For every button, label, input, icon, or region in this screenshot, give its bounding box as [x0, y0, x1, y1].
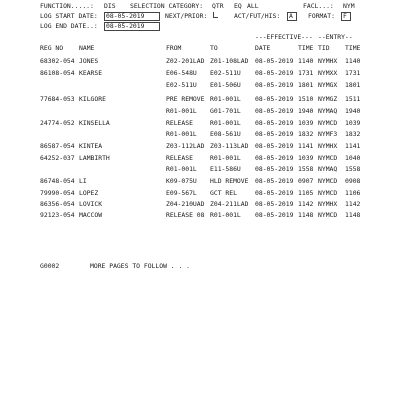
row-name: KILGORE: [79, 95, 106, 103]
row-to: HLD REMOVE: [210, 177, 249, 185]
row-entry-time: 1142: [345, 200, 361, 208]
row-from: RELEASE: [166, 119, 193, 127]
row-date: 08-05-2019: [255, 200, 294, 208]
log-start-date-label: LOG START DATE:: [40, 12, 98, 20]
entry-group-header: --ENTRY--: [318, 33, 353, 41]
row-from: K09-075U: [166, 177, 197, 185]
row-tid: NYMGZ: [318, 95, 338, 103]
row-from: R01-001L: [166, 130, 197, 138]
row-date: 08-05-2019: [255, 130, 294, 138]
log-start-date-field[interactable]: 08-05-2019: [104, 12, 160, 21]
row-to: G01-701L: [210, 107, 241, 115]
selection-category-label: SELECTION CATEGORY:: [130, 2, 204, 10]
row-tid: NYMHX: [318, 57, 338, 65]
row-name: KINSELLA: [79, 119, 110, 127]
row-from: E02-511U: [166, 81, 197, 89]
row-tid: NYMGX: [318, 81, 338, 89]
row-name: LOVICK: [79, 200, 103, 208]
row-date: 08-05-2019: [255, 211, 294, 219]
row-time: 1940: [298, 107, 314, 115]
row-from: R01-001L: [166, 107, 197, 115]
row-time: 1140: [298, 57, 314, 65]
row-reg-no: 86748-054: [40, 177, 75, 185]
function-field[interactable]: DIS: [104, 2, 116, 10]
row-date: 08-05-2019: [255, 154, 294, 162]
row-time: 1801: [298, 81, 314, 89]
row-tid: NYMXX: [318, 69, 338, 77]
row-tid: NYMCD: [318, 177, 338, 185]
message-code: G0002: [40, 262, 60, 270]
more-pages-message: MORE PAGES TO FOLLOW . . .: [90, 262, 191, 270]
row-date: 08-05-2019: [255, 81, 294, 89]
col-to: TO: [210, 44, 218, 52]
row-to: R01-001L: [210, 95, 241, 103]
facility-label: FACL...:: [303, 2, 334, 10]
row-entry-time: 1511: [345, 95, 361, 103]
act-fut-his-label: ACT/FUT/HIS:: [234, 12, 281, 20]
row-to: R01-001L: [210, 119, 241, 127]
row-reg-no: 86356-054: [40, 200, 75, 208]
row-from: Z02-201LAD: [166, 57, 205, 65]
row-to: GCT REL: [210, 189, 237, 197]
row-date: 08-05-2019: [255, 69, 294, 77]
row-tid: NYMF3: [318, 130, 338, 138]
row-reg-no: 68302-054: [40, 57, 75, 65]
row-from: RELEASE: [166, 154, 193, 162]
col-time: TIME: [298, 44, 314, 52]
row-date: 08-05-2019: [255, 165, 294, 173]
row-from: E06-548U: [166, 69, 197, 77]
row-reg-no: 79990-054: [40, 189, 75, 197]
row-tid: NYMCD: [318, 211, 338, 219]
row-entry-time: 1801: [345, 81, 361, 89]
next-prior-field[interactable]: [213, 12, 218, 18]
row-time: 1731: [298, 69, 314, 77]
act-fut-his-field[interactable]: A: [287, 12, 297, 21]
row-from: PRE REMOVE: [166, 95, 205, 103]
row-from: Z03-112LAD: [166, 142, 205, 150]
row-reg-no: 77684-053: [40, 95, 75, 103]
row-name: KINTEA: [79, 142, 103, 150]
row-time: 1142: [298, 200, 314, 208]
format-label: FORMAT:: [308, 12, 335, 20]
row-date: 08-05-2019: [255, 95, 294, 103]
row-tid: NYMCD: [318, 154, 338, 162]
row-to: E11-586U: [210, 165, 241, 173]
format-field[interactable]: F: [341, 12, 351, 21]
row-from: Z04-210UAD: [166, 200, 205, 208]
row-to: Z04-211LAD: [210, 200, 249, 208]
row-from: R01-001L: [166, 165, 197, 173]
row-reg-no: 86587-054: [40, 142, 75, 150]
selection-field-3[interactable]: ALL: [247, 2, 259, 10]
row-time: 1039: [298, 119, 314, 127]
row-entry-time: 1039: [345, 119, 361, 127]
effective-group-header: ---EFFECTIVE---: [255, 33, 313, 41]
row-date: 08-05-2019: [255, 57, 294, 65]
row-to: E01-506U: [210, 81, 241, 89]
row-tid: NYMAQ: [318, 107, 338, 115]
row-reg-no: 24774-052: [40, 119, 75, 127]
row-time: 0907: [298, 177, 314, 185]
row-date: 08-05-2019: [255, 177, 294, 185]
row-entry-time: 1040: [345, 154, 361, 162]
row-to: R01-001L: [210, 154, 241, 162]
row-tid: NYMHX: [318, 200, 338, 208]
row-from: RELEASE 08: [166, 211, 205, 219]
selection-field-2[interactable]: EQ: [234, 2, 242, 10]
next-prior-label: NEXT/PRIOR:: [165, 12, 208, 20]
row-entry-time: 1940: [345, 107, 361, 115]
row-date: 08-05-2019: [255, 119, 294, 127]
row-name: KEARSE: [79, 69, 103, 77]
row-from: E09-567L: [166, 189, 197, 197]
row-entry-time: 1140: [345, 57, 361, 65]
log-end-date-field[interactable]: 08-05-2019: [104, 22, 160, 31]
col-tid: TID: [318, 44, 330, 52]
col-entry-time: TIME: [345, 44, 361, 52]
selection-field-1[interactable]: QTR: [212, 2, 224, 10]
row-tid: NYMCD: [318, 119, 338, 127]
col-name: NAME: [79, 44, 95, 52]
row-name: JONES: [79, 57, 99, 65]
row-date: 08-05-2019: [255, 142, 294, 150]
row-date: 08-05-2019: [255, 107, 294, 115]
row-name: LI: [79, 177, 87, 185]
row-name: LOPEZ: [79, 189, 99, 197]
row-time: 1105: [298, 189, 314, 197]
col-reg-no: REG NO: [40, 44, 64, 52]
row-name: MACCOW: [79, 211, 103, 219]
row-to: R01-001L: [210, 211, 241, 219]
col-date: DATE: [255, 44, 271, 52]
row-entry-time: 1558: [345, 165, 361, 173]
row-reg-no: 86108-054: [40, 69, 75, 77]
row-tid: NYMAQ: [318, 165, 338, 173]
row-to: Z01-108LAD: [210, 57, 249, 65]
row-time: 1039: [298, 154, 314, 162]
row-time: 1510: [298, 95, 314, 103]
row-time: 1558: [298, 165, 314, 173]
row-entry-time: 1832: [345, 130, 361, 138]
row-date: 08-05-2019: [255, 189, 294, 197]
facility-field[interactable]: NYM: [343, 2, 355, 10]
row-name: LAMBIRTH: [79, 154, 110, 162]
row-time: 1832: [298, 130, 314, 138]
row-to: E02-511U: [210, 69, 241, 77]
row-entry-time: 0908: [345, 177, 361, 185]
row-entry-time: 1141: [345, 142, 361, 150]
function-label: FUNCTION.....:: [40, 2, 94, 10]
row-entry-time: 1148: [345, 211, 361, 219]
row-reg-no: 64252-037: [40, 154, 75, 162]
row-tid: NYMCD: [318, 189, 338, 197]
col-from: FROM: [166, 44, 182, 52]
row-reg-no: 92123-054: [40, 211, 75, 219]
row-to: E08-561U: [210, 130, 241, 138]
row-tid: NYMHX: [318, 142, 338, 150]
row-entry-time: 1731: [345, 69, 361, 77]
row-time: 1141: [298, 142, 314, 150]
row-time: 1148: [298, 211, 314, 219]
row-entry-time: 1106: [345, 189, 361, 197]
log-end-date-label: LOG END DATE..:: [40, 22, 98, 30]
row-to: Z03-113LAD: [210, 142, 249, 150]
